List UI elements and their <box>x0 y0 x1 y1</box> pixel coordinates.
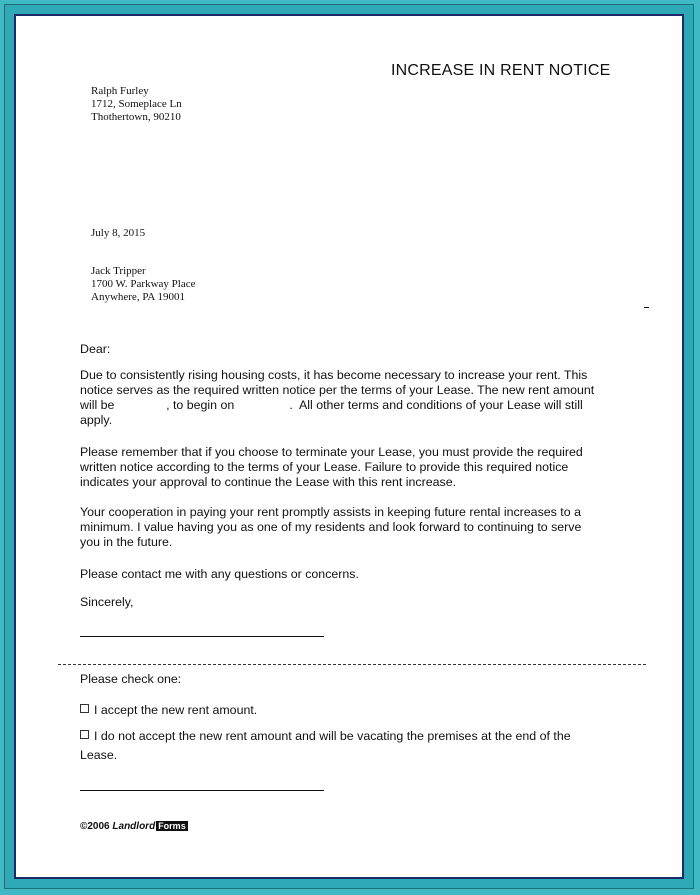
paragraph-rent-increase <box>80 368 594 428</box>
paragraph1-line: Due to consistently rising housing costs, it has become necessary to increase your rent. This <box>80 368 588 382</box>
option-decline-label: I do not accept the new rent amount and will be vacating the premises at the end of the <box>94 729 571 743</box>
option-decline-label-cont: Lease. <box>80 748 118 762</box>
document-title: INCREASE IN RENT NOTICE <box>391 62 611 79</box>
paragraph3-line: you in the future. <box>80 535 173 549</box>
recipient-address <box>91 265 195 304</box>
paragraph1-line: apply. <box>80 413 113 427</box>
option-accept[interactable] <box>80 703 257 718</box>
letter-date: July 8, 2015 <box>91 227 146 239</box>
signature-line-response <box>80 790 324 791</box>
paragraph3-line: Your cooperation in paying your rent promptly assists in keeping future rental increases to a <box>80 505 581 519</box>
paragraph-cooperation <box>80 505 581 550</box>
paragraph2-line: indicates your approval to continue the Lease with this rent increase. <box>80 475 457 489</box>
checkbox-decline[interactable] <box>80 730 89 739</box>
sender-address <box>91 85 182 124</box>
greeting: Dear: <box>80 342 111 356</box>
document-page <box>14 14 684 879</box>
sender-city: Thothertown, 90210 <box>91 111 181 123</box>
checkbox-accept[interactable] <box>80 704 89 713</box>
paragraph-contact: Please contact me with any questions or concerns. <box>80 567 359 581</box>
check-prompt: Please check one: <box>80 672 182 686</box>
recipient-street: 1700 W. Parkway Place <box>91 278 196 290</box>
paragraph-termination <box>80 445 583 490</box>
brand-logo-script: Landlord <box>112 821 156 832</box>
copyright-text: ©2006 <box>80 821 110 832</box>
paragraph2-line: Please remember that if you choose to terminate your Lease, you must provide the required <box>80 445 583 459</box>
recipient-name: Jack Tripper <box>91 265 146 277</box>
sender-street: 1712, Someplace Ln <box>91 98 182 110</box>
closing: Sincerely, <box>80 595 134 609</box>
recipient-city: Anywhere, PA 19001 <box>91 291 186 303</box>
brand-logo-box: Forms <box>158 821 186 831</box>
paragraph2-line: written notice according to the terms of your Lease. Failure to provide this required notice <box>80 460 569 474</box>
option-decline[interactable] <box>80 729 571 763</box>
signature-line <box>80 636 324 637</box>
paragraph1-line: will be , to begin on . All other terms and conditions of your Lease will still <box>80 398 583 412</box>
sender-name: Ralph Furley <box>91 85 149 97</box>
option-accept-label: I accept the new rent amount. <box>94 703 258 717</box>
margin-mark <box>644 307 649 308</box>
paragraph1-line: notice serves as the required written notice per the terms of your Lease. The new rent amount <box>80 383 595 397</box>
cut-line <box>58 664 646 665</box>
copyright-footer <box>80 821 188 832</box>
paragraph3-line: minimum. I value having you as one of my residents and look forward to continuing to serve <box>80 520 582 534</box>
